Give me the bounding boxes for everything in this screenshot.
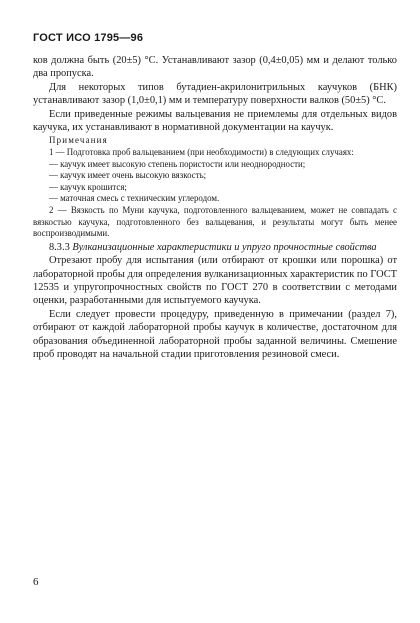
section-number: 8.3.3	[49, 241, 70, 253]
paragraph-procedure: Если следует провести процедуру, приведенную в примечании (раздел 7), отбирают от каждой лабораторной пробы каучук в количестве, достаточном для образования объединенной лабораторной пробы заданной величины. Смешение проб проводят на начальной стадии приготовления резиновой смеси.	[33, 308, 397, 361]
note-1-intro: 1 — Подготовка проб вальцеванием (при необходимости) в следующих случаях:	[49, 147, 354, 158]
note-1-item: — каучук имеет высокую степень пористости или неоднородности;	[49, 158, 306, 169]
paragraph-bnk: Для некоторых типов бутадиен-акрилонитрильных каучуков (БНК) устанавливают зазор (1,0±0,1) мм и температуру поверхности валков (50±5) °С.	[33, 81, 397, 107]
section-heading	[33, 241, 397, 254]
document-header: ГОСТ ИСО 1795—96	[33, 32, 144, 44]
note-1-item: — маточная смесь с техническим углеродом.	[49, 193, 220, 204]
notes-title: Примечания	[49, 135, 108, 146]
page-content	[33, 54, 397, 361]
paragraph-continuation: ков должна быть (20±5) °С. Устанавливают зазор (0,4±0,05) мм и делают только два пропуска.	[33, 55, 397, 80]
paragraph-sample: Отрезают пробу для испытания (или отбирают от крошки или порошка) от лабораторной пробы для определения вулканизационных характеристик по ГОСТ 12535 и упругопрочностных свойств по ГОСТ 270 в соответствии с методами оценки, разработанными для испытуемого каучука.	[33, 255, 397, 307]
notes-block	[33, 135, 397, 239]
paragraph-modes: Если приведенные режимы вальцевания не приемлемы для отдельных видов каучука, их устанавливают в нормативной документации на каучук.	[33, 108, 397, 134]
note-1-item: — каучук имеет очень высокую вязкость;	[49, 170, 207, 181]
section-title: Вулканизационные характеристики и упруго прочностные свойства	[72, 241, 377, 253]
note-2: 2 — Вязкость по Муни каучука, подготовленного вальцеванием, может не совпадать с вязкостью каучука, подготовленного без вальцевания, и результаты могут быть менее воспроизводимыми.	[33, 205, 397, 239]
page-number: 6	[33, 576, 39, 588]
note-1-item: — каучук крошится;	[49, 181, 127, 192]
